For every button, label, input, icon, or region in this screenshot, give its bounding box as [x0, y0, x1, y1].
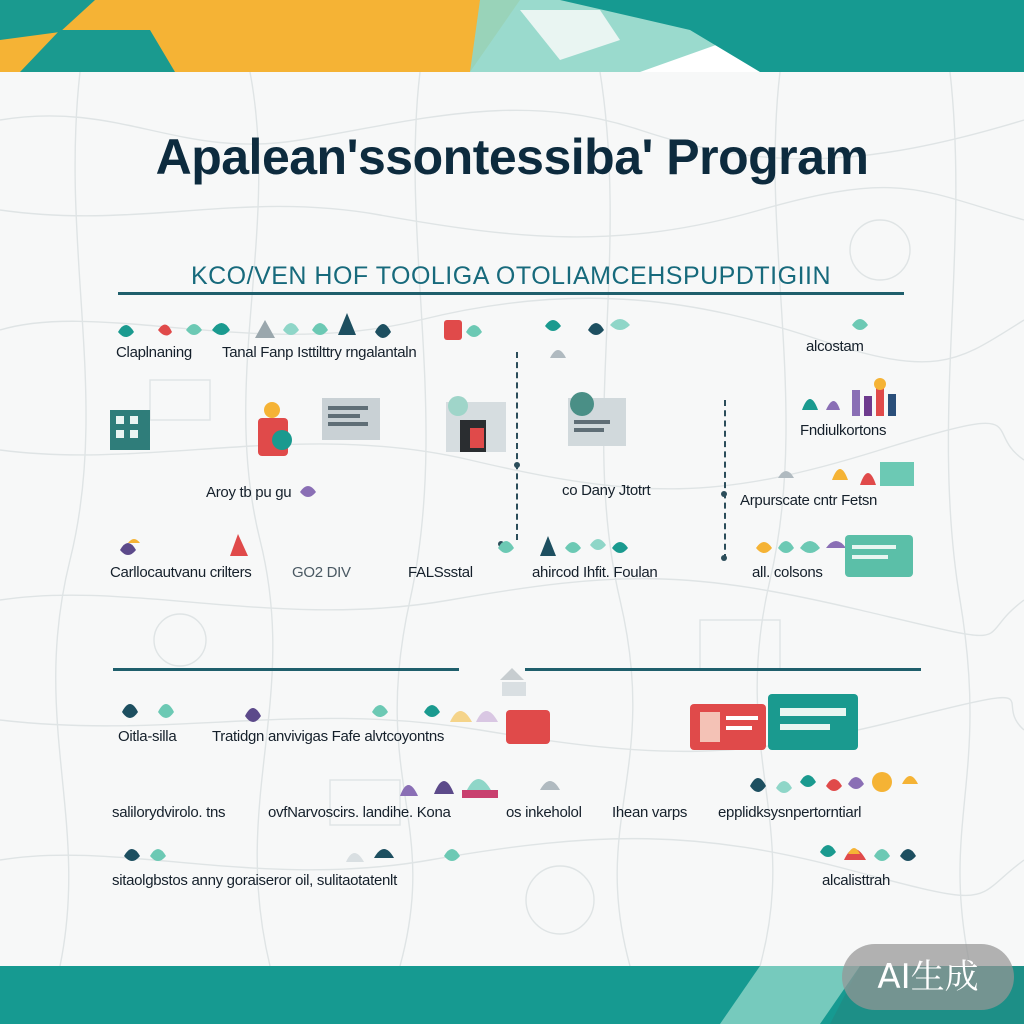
label-aroy: Aroy tb pu gu [206, 484, 292, 501]
poster-title: Apalean'ssontessiba' Program [155, 129, 869, 185]
label-epplidksys: epplidksysnpertorntiarl [718, 804, 862, 821]
ai-generated-badge: AI生成 [842, 944, 1014, 1010]
label-ovfnarvoscirs: ovfNarvoscirs. landihe. Kona [268, 804, 451, 821]
label-alcostam: alcostam [806, 338, 864, 355]
label-os-inkeholol: os inkeholol [506, 804, 582, 821]
label-go2-div: GO2 DIV [292, 564, 351, 581]
label-ihean-varps: Ihean varps [612, 804, 688, 821]
label-ahircod: ahircod Ihfit. Foulan [532, 564, 658, 581]
label-carllocautvanu: Carllocautvanu crilters [110, 564, 252, 581]
label-claplnaning: Claplnaning [116, 344, 192, 361]
label-co-dany: co Dany Jtotrt [562, 482, 651, 499]
building-icon-group [110, 378, 896, 456]
label-sitaolgbstos: sitaolgbstos anny goraiseror oil, sulitaotatenlt [112, 872, 397, 889]
label-oitla-silla: Oitla-silla [118, 728, 177, 745]
poster-subtitle: KCO/VEN HOF TOOLIGA OTOLIAMCEHSPUPDTIGIIN [190, 262, 832, 290]
label-falsstal: FALSsstal [408, 564, 473, 581]
label-all-colsons: all. colsons [752, 564, 823, 581]
shape-icon-group [120, 462, 914, 577]
label-salilorydvirolo: salilorydvirolo. tns [112, 804, 226, 821]
label-tanal-fanp: Tanal Fanp Isttilttry rngalantaln [222, 344, 417, 361]
label-arpurscate: Arpurscate cntr Fetsn [740, 492, 878, 509]
label-tratidgn: Tratidgn anvivigas Fafe alvtcoyontns [212, 728, 445, 745]
label-fndiulkortons: Fndiulkortons [800, 422, 887, 439]
label-alcalisttrah: alcalisttrah [822, 872, 891, 889]
